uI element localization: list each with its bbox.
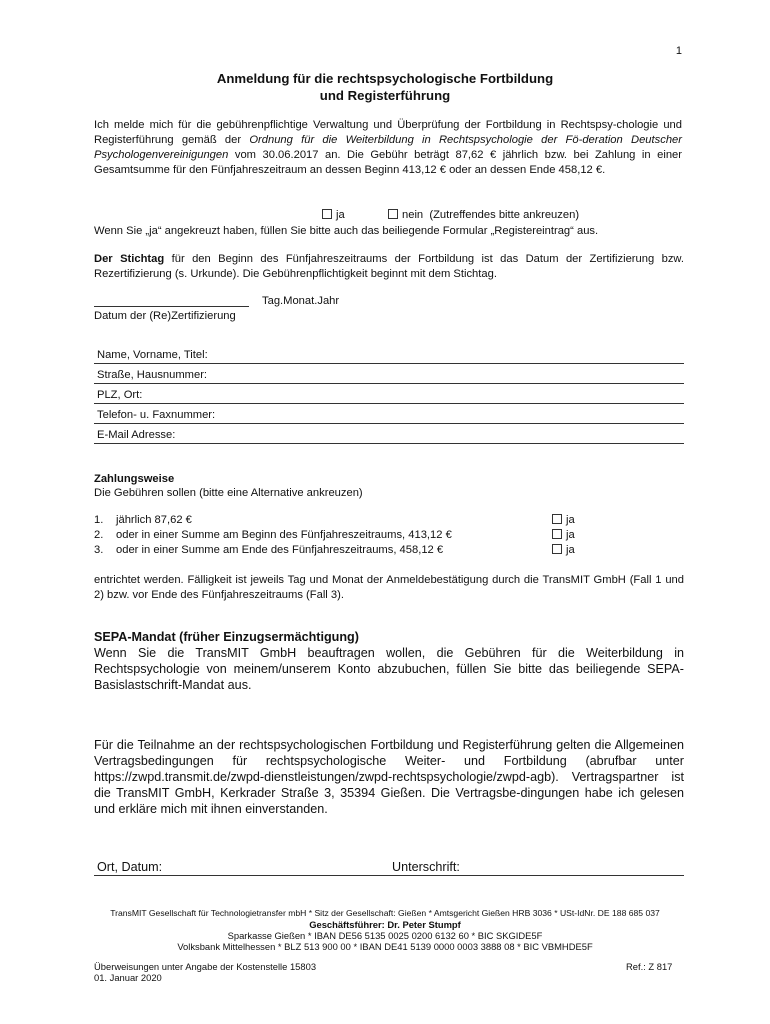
title-line-2: und Registerführung xyxy=(319,88,451,103)
zip-city-field[interactable]: PLZ, Ort: xyxy=(94,389,684,404)
title-line-1: Anmeldung für die rechtspsychologische Fortbildung xyxy=(216,71,554,86)
signature-line[interactable] xyxy=(94,858,684,876)
payment-subheading: Die Gebühren sollen (bitte eine Alternative ankreuzen) xyxy=(94,487,363,499)
payment-heading: Zahlungsweise xyxy=(94,473,175,485)
place-date-label: Ort, Datum: xyxy=(97,860,163,874)
signature-label: Unterschrift: xyxy=(392,860,460,874)
name-field[interactable]: Name, Vorname, Titel: xyxy=(94,349,684,364)
register-note: (Zutreffendes bitte ankreuzen) xyxy=(429,209,580,221)
reference-number: Ref.: Z 817 xyxy=(626,961,673,972)
option-1-checkbox[interactable] xyxy=(552,514,562,524)
date-format-label: Tag.Monat.Jahr xyxy=(262,295,340,307)
ja-checkbox[interactable] xyxy=(322,209,332,219)
intro-paragraph: Ich melde mich für die gebührenpflichtige Verwaltung und Überprüfung der Fortbildung in Rechtspsy-chologie und Registerführung gemäß der Ordnung für die Weiterbildung in Rechtspsychologie der Fö-deration Deutscher Psychologenvereinigungen vom 30.06.2017 an. Die Gebühr beträgt 87,62 € jährlich bzw. bei Zahlung in einer Gesamtsumme für den Fünfjahreszeitraum an dessen Beginn 413,12 € oder an dessen Ende 458,12 €. xyxy=(94,119,682,176)
document-title xyxy=(0,70,770,104)
date-label: Datum der (Re)Zertifizierung xyxy=(94,310,236,322)
payment-option-3: 3. oder in einer Summe am Ende des Fünfjahreszeitraums, 458,12 € xyxy=(94,544,444,556)
register-instruction: Wenn Sie „ja“ angekreuzt haben, füllen Sie bitte auch das beiliegende Formular „Registereintrag“ aus. xyxy=(94,225,599,237)
footer-bank-2: Volksbank Mittelhessen * BLZ 513 900 00 * IBAN DE41 5139 0000 0003 3888 08 * BIC VBMHDE5F xyxy=(177,941,593,952)
phone-fax-field[interactable]: Telefon- u. Faxnummer: xyxy=(94,409,684,424)
payment-option-1-choice[interactable]: ja xyxy=(552,514,575,526)
register-ja-option[interactable]: ja xyxy=(322,209,345,221)
stichtag-paragraph: Der Stichtag für den Beginn des Fünfjahreszeitraums der Fortbildung ist das Datum der Zertifizierung bzw. Rezertifizierung (s. Urkunde). Die Gebührenpflichtigkeit beginnt mit dem Stichtag. xyxy=(94,253,684,280)
footer-ceo-line: Geschäftsführer: Dr. Peter Stumpf xyxy=(309,919,461,930)
register-nein-option[interactable]: nein (Zutreffendes bitte ankreuzen) xyxy=(388,209,579,221)
payment-option-1: 1. jährlich 87,62 € xyxy=(94,514,192,526)
date-input-line[interactable] xyxy=(94,294,249,307)
payment-option-3-choice[interactable]: ja xyxy=(552,544,575,556)
sepa-text: Wenn Sie die TransMIT GmbH beauftragen wollen, die Gebühren für die Weiterbildung in Rechtspsychologie von meinem/unserem Konto abzubuchen, füllen Sie bitte das beiliegende SEPA-Basislastschrift-Mandat aus. xyxy=(94,646,684,692)
page-number: 1 xyxy=(675,45,682,57)
street-field[interactable]: Straße, Hausnummer: xyxy=(94,369,684,384)
document-date: 01. Januar 2020 xyxy=(94,972,162,983)
stichtag-label: Der Stichtag xyxy=(94,253,165,265)
transfer-note: Überweisungen unter Angabe der Kostenstelle 15803 xyxy=(94,961,317,972)
terms-paragraph: Für die Teilnahme an der rechtspsychologischen Fortbildung und Registerführung gelten die Allgemeinen Vertragsbedingungen für rechtspsychologische Weiter- und Fortbildung (abrufbar unter https://zwpd.transmit.de/zwpd-dienstleistungen/zwpd-rechtspsychologie/zwpd-agb). Vertragspartner ist die TransMIT GmbH, Kerkrader Straße 3, 35394 Gießen. Die Vertragsbe-dingungen habe ich gelesen und erkläre mich mit ihnen einverstanden. xyxy=(94,738,684,816)
payment-option-2-choice[interactable]: ja xyxy=(552,529,575,541)
option-2-checkbox[interactable] xyxy=(552,529,562,539)
footer-company-line: TransMIT Gesellschaft für Technologietransfer mbH * Sitz der Gesellschaft: Gießen * Amtsgericht Gießen HRB 3036 * USt-IdNr. DE 188 685 037 xyxy=(110,908,660,918)
footer-bank-1: Sparkasse Gießen * IBAN DE56 5135 0025 0200 6132 60 * BIC SKGIDE5F xyxy=(227,930,543,941)
email-field[interactable]: E-Mail Adresse: xyxy=(94,429,684,444)
option-3-checkbox[interactable] xyxy=(552,544,562,554)
sepa-heading: SEPA-Mandat (früher Einzugsermächtigung) xyxy=(94,630,359,644)
payment-option-2: 2. oder in einer Summe am Beginn des Fünfjahreszeitraums, 413,12 € xyxy=(94,529,452,541)
payment-after-text: entrichtet werden. Fälligkeit ist jeweils Tag und Monat der Anmeldebestätigung durch die TransMIT GmbH (Fall 1 und 2) bzw. vor Ende des Fünfjahreszeitraums (Fall 3). xyxy=(94,574,684,601)
regulation-title: Ordnung für die Weiterbildung in Rechtspsychologie der Fö-deration Deutscher Psychologenvereinigungen xyxy=(94,134,682,161)
nein-checkbox[interactable] xyxy=(388,209,398,219)
company-footer xyxy=(0,908,770,952)
